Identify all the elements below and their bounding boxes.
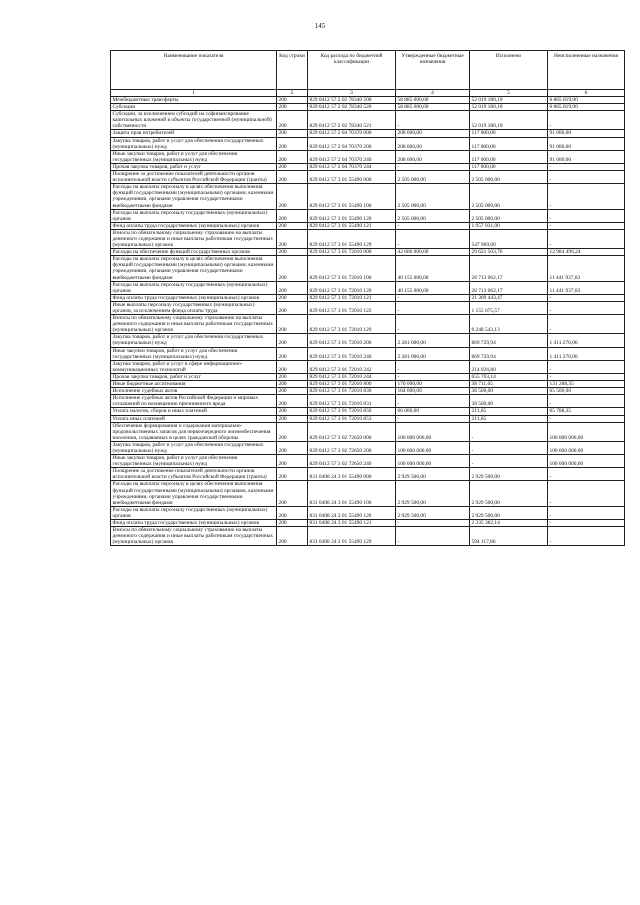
cell-executed: 869 729,94 [470,334,548,347]
cell-budget-code: 829 0412 57 3 01 72010 240 [308,347,396,360]
cell-line-code: 200 [277,301,308,314]
cell-unexecuted: 6 865 819,90 [548,97,625,104]
cell-name: Взносы по обязательному социальному страхованию на выплаты денежного содержания и иные выплаты работникам государственных (муниципальных) органов [111,315,277,334]
table-row [111,388,625,395]
cell-executed: 52 019 180,10 [470,111,548,130]
column-number: 6 [548,90,625,97]
cell-unexecuted: 6 865 819,90 [548,104,625,111]
cell-unexecuted: - [548,111,625,130]
cell-approved: 100 000 000,00 [396,422,470,441]
cell-budget-code: 831 0408 24 3 01 55490 120 [308,506,396,519]
table-row [111,137,625,150]
cell-executed: 28 713 062,17 [470,256,548,281]
table-row [111,256,625,281]
cell-executed: - [470,422,548,441]
cell-approved: 40 155 000,00 [396,281,470,294]
table-row [111,395,625,408]
cell-name: Межбюджетные трансферты [111,97,277,104]
cell-budget-code: 829 0412 57 3 01 55490 121 [308,222,396,229]
cell-unexecuted: - [548,171,625,184]
cell-executed: 594 117,86 [470,527,548,546]
cell-budget-code: 829 0412 57 3 01 72010 853 [308,415,396,422]
cell-executed: 2 929 500,00 [470,506,548,519]
table-row [111,111,625,130]
cell-budget-code: 829 0412 57 2 04 70370 000 [308,130,396,137]
cell-line-code: 200 [277,381,308,388]
cell-budget-code: 829 0412 57 2 02 78340 520 [308,104,396,111]
cell-unexecuted: - [548,209,625,222]
cell-unexecuted: 11 441 937,83 [548,256,625,281]
cell-unexecuted: - [548,222,625,229]
cell-name: Взносы по обязательному социальному страхованию на выплаты денежного содержания и иные выплаты работникам государственных (муниципальных) органов [111,527,277,546]
cell-budget-code: 829 0412 57 3 01 72010 850 [308,408,396,415]
cell-line-code: 200 [277,130,308,137]
cell-executed: - [470,455,548,468]
cell-budget-code: 829 0412 57 2 02 78340 500 [308,97,396,104]
cell-executed: 2 505 000,00 [470,209,548,222]
cell-name: Защита прав потребителей [111,130,277,137]
cell-unexecuted: - [548,481,625,506]
cell-line-code: 200 [277,209,308,222]
header-unexecuted: Неисполненные назначения [548,51,625,90]
cell-executed: 117 000,00 [470,163,548,170]
cell-line-code: 200 [277,373,308,380]
table-row [111,130,625,137]
column-number: 5 [470,90,548,97]
cell-approved: 2 505 000,00 [396,184,470,209]
cell-executed: 211,65 [470,415,548,422]
cell-name: Взносы по обязательному социальному страхованию на выплаты денежного содержания и иные выплаты работникам государственных (муниципальных) органов [111,229,277,248]
cell-unexecuted: - [548,373,625,380]
cell-name: Прочая закупка товаров, работ и услуг [111,163,277,170]
table-row [111,249,625,256]
cell-line-code: 200 [277,422,308,441]
cell-unexecuted: - [548,506,625,519]
cell-approved: 2 929 500,00 [396,481,470,506]
cell-name: Иные закупки товаров, работ и услуг для обеспечения государственных (муниципальных) нужд [111,347,277,360]
cell-approved: - [396,415,470,422]
cell-line-code: 200 [277,395,308,408]
cell-executed: 117 000,00 [470,130,548,137]
cell-unexecuted: 11 441 937,83 [548,281,625,294]
cell-name: Иные выплаты персоналу государственных (муниципальных) органов, за исключением фонда оплаты труда [111,301,277,314]
cell-unexecuted: 91 000,00 [548,130,625,137]
cell-budget-code: 829 0412 57 3 01 55490 129 [308,229,396,248]
cell-approved: 100 000 000,00 [396,441,470,454]
cell-executed: 117 000,00 [470,150,548,163]
table-row [111,506,625,519]
header-line-code: Код строки [277,51,308,90]
cell-line-code: 200 [277,415,308,422]
cell-unexecuted: - [548,360,625,373]
cell-unexecuted: 65 788,35 [548,408,625,415]
table-row [111,422,625,441]
cell-budget-code: 829 0412 57 3 01 72010 100 [308,256,396,281]
cell-executed: 29 621 503,76 [470,249,548,256]
cell-unexecuted: 91 000,00 [548,150,625,163]
cell-line-code: 200 [277,111,308,130]
cell-executed: 1 155 075,57 [470,301,548,314]
cell-name: Исполнение судебных актов Российской Федерации и мировых соглашений по возмещению причиненного вреда [111,395,277,408]
cell-executed: 2 929 500,00 [470,468,548,481]
cell-line-code: 200 [277,163,308,170]
cell-budget-code: 829 0412 57 2 04 70370 200 [308,137,396,150]
cell-executed: 547 969,00 [470,229,548,248]
table-row [111,381,625,388]
cell-budget-code: 829 0412 57 3 01 72010 800 [308,381,396,388]
header-executed: Исполнено [470,51,548,90]
cell-executed: 211,65 [470,408,548,415]
column-number: 1 [111,90,277,97]
table-row [111,334,625,347]
table-row [111,468,625,481]
cell-executed: 38 500,00 [470,395,548,408]
cell-budget-code: 829 0412 57 3 01 72010 831 [308,395,396,408]
cell-executed: 869 729,94 [470,347,548,360]
cell-executed: 2 335 382,14 [470,520,548,527]
cell-budget-code: 829 0412 57 3 01 72010 120 [308,281,396,294]
cell-approved: - [396,395,470,408]
column-number: 3 [308,90,396,97]
cell-budget-code: 829 0412 57 3 02 72650 000 [308,422,396,441]
cell-unexecuted: 1 411 270,06 [548,347,625,360]
cell-unexecuted: 100 000 000,00 [548,455,625,468]
cell-name: Прочая закупка товаров, работ и услуг [111,373,277,380]
cell-approved: 58 885 000,00 [396,104,470,111]
cell-budget-code: 829 0412 57 3 01 72010 200 [308,334,396,347]
cell-approved: 2 929 500,00 [396,506,470,519]
cell-unexecuted: - [548,229,625,248]
cell-approved: 2 505 000,00 [396,209,470,222]
cell-line-code: 200 [277,256,308,281]
cell-unexecuted: 65 500,00 [548,388,625,395]
cell-name: Иные бюджетные ассигнования [111,381,277,388]
cell-line-code: 200 [277,104,308,111]
cell-approved: 40 155 000,00 [396,256,470,281]
cell-approved: 42 606 000,00 [396,249,470,256]
cell-budget-code: 829 0412 57 2 04 70370 244 [308,163,396,170]
cell-name: Исполнение судебных актов [111,388,277,395]
cell-name: Закупка товаров, работ и услуг в сфере информационно-коммуникационных технологий [111,360,277,373]
cell-approved: 2 505 000,00 [396,171,470,184]
cell-line-code: 200 [277,315,308,334]
cell-executed: 38 500,00 [470,388,548,395]
cell-line-code: 200 [277,137,308,150]
cell-line-code: 200 [277,468,308,481]
cell-approved: - [396,520,470,527]
table-row [111,171,625,184]
cell-unexecuted: - [548,395,625,408]
cell-budget-code: 829 0412 57 3 01 55490 000 [308,171,396,184]
table-row [111,97,625,104]
cell-approved: 208 000,00 [396,130,470,137]
cell-budget-code: 831 0408 24 3 01 55490 000 [308,468,396,481]
cell-name: Фонд оплаты труда государственных (муниципальных) органов [111,294,277,301]
cell-approved: - [396,163,470,170]
cell-line-code: 200 [277,506,308,519]
table-row [111,415,625,422]
table-row [111,441,625,454]
cell-name: Фонд оплаты труда государственных (муниципальных) органов [111,222,277,229]
cell-line-code: 200 [277,171,308,184]
cell-executed: 2 929 500,00 [470,481,548,506]
table-row [111,209,625,222]
cell-unexecuted: - [548,520,625,527]
cell-approved: 100 000 000,00 [396,455,470,468]
cell-unexecuted: 91 000,00 [548,137,625,150]
cell-budget-code: 829 0412 57 3 01 72010 244 [308,373,396,380]
cell-line-code: 200 [277,97,308,104]
cell-name: Закупка товаров, работ и услуг для обеспечения государственных (муниципальных) нужд [111,137,277,150]
cell-line-code: 200 [277,455,308,468]
table-row [111,163,625,170]
cell-budget-code: 829 0412 57 3 01 72010 122 [308,301,396,314]
table-row [111,373,625,380]
cell-name: Фонд оплаты труда государственных (муниципальных) органов [111,520,277,527]
cell-unexecuted: 131 288,35 [548,381,625,388]
cell-unexecuted: 100 000 000,00 [548,441,625,454]
cell-budget-code: 831 0408 24 3 01 55490 100 [308,481,396,506]
column-number: 4 [396,90,470,97]
cell-budget-code: 829 0412 57 2 04 70370 240 [308,150,396,163]
cell-approved: - [396,373,470,380]
page-number: 145 [314,22,326,30]
cell-line-code: 200 [277,481,308,506]
cell-executed: 117 000,00 [470,137,548,150]
cell-name: Субсидии, за исключением субсидий на софинансирование капитальных вложений в объекты государственной (муниципальной) собственности [111,111,277,130]
cell-executed: 52 019 180,10 [470,97,548,104]
cell-line-code: 200 [277,388,308,395]
cell-unexecuted: - [548,184,625,209]
cell-line-code: 200 [277,281,308,294]
cell-approved: - [396,222,470,229]
cell-executed: 655 703,14 [470,373,548,380]
cell-budget-code: 831 0408 24 3 01 55490 129 [308,527,396,546]
cell-unexecuted: - [548,527,625,546]
cell-name: Расходы на выплаты персоналу в целях обеспечения выполнения функций государственными (муниципальными) органами, казенными учреждениями, органами управления государственными внебюджетными фондами [111,481,277,506]
cell-line-code: 200 [277,347,308,360]
cell-budget-code: 829 0412 57 3 01 72010 121 [308,294,396,301]
budget-execution-table [110,50,625,546]
cell-unexecuted: 1 411 270,06 [548,334,625,347]
table-row [111,281,625,294]
cell-executed: 21 309 443,47 [470,294,548,301]
cell-approved: 104 000,00 [396,388,470,395]
cell-executed: 214 026,80 [470,360,548,373]
cell-name: Поощрение за достижение показателей деятельности органов исполнительной власти субъектов Российской Федерации (гранты) [111,171,277,184]
table-row [111,520,625,527]
cell-line-code: 200 [277,222,308,229]
cell-name: Закупка товаров, работ и услуг для обеспечения государственных (муниципальных) нужд [111,334,277,347]
cell-name: Расходы на выплаты персоналу в целях обеспечения выполнения функций государственными (муниципальными) органами, казенными учреждениями, органами управления государственными внебюджетными фондами [111,184,277,209]
table-row [111,294,625,301]
cell-name: Расходы на выплаты персоналу государственных (муниципальных) органов [111,281,277,294]
cell-budget-code: 829 0412 57 3 02 72650 200 [308,441,396,454]
cell-unexecuted: 12 984 496,24 [548,249,625,256]
table-row [111,360,625,373]
cell-approved: - [396,111,470,130]
cell-unexecuted: - [548,415,625,422]
cell-approved: 208 000,00 [396,137,470,150]
cell-line-code: 200 [277,334,308,347]
cell-line-code: 200 [277,229,308,248]
table-row [111,527,625,546]
cell-name: Расходы на выплаты персоналу в целях обеспечения выполнения функций государственными (муниципальными) органами, казенными учреждениями, органами управления государственными внебюджетными фондами [111,256,277,281]
table-row [111,104,625,111]
cell-executed: 2 505 000,00 [470,171,548,184]
cell-unexecuted: - [548,301,625,314]
cell-name: Обеспечение формирования и содержания материально-продовольственных запасов для первоочередного жизнеобеспечения населения, создаваемых в целях гражданской обороны [111,422,277,441]
cell-line-code: 200 [277,441,308,454]
table-row [111,347,625,360]
column-number-row [111,90,625,97]
column-number: 2 [277,90,308,97]
cell-unexecuted: - [548,294,625,301]
cell-approved: - [396,315,470,334]
cell-unexecuted: - [548,468,625,481]
cell-line-code: 200 [277,184,308,209]
cell-name: Закупка товаров, работ и услуг для обеспечения государственных (муниципальных) нужд [111,441,277,454]
cell-executed: 1 957 031,00 [470,222,548,229]
cell-name: Поощрение за достижение показателей деятельности органов исполнительной власти субъектов Российской Федерации (гранты) [111,468,277,481]
cell-approved: 170 000,00 [396,381,470,388]
cell-name: Субсидии [111,104,277,111]
cell-budget-code: 829 0412 57 3 01 72010 129 [308,315,396,334]
cell-name: Иные закупки товаров, работ и услуг для обеспечения государственных (муниципальных) нужд [111,150,277,163]
header-budget-code: Код расхода по бюджетной классификации [308,51,396,90]
table-row [111,315,625,334]
table-row [111,229,625,248]
table-row [111,481,625,506]
cell-budget-code: 829 0412 57 3 01 72010 242 [308,360,396,373]
cell-budget-code: 829 0412 57 2 02 78340 521 [308,111,396,130]
cell-unexecuted: - [548,315,625,334]
cell-name: Расходы на обеспечение функций государственных органов [111,249,277,256]
cell-approved: - [396,527,470,546]
cell-executed: 6 248 543,13 [470,315,548,334]
cell-unexecuted: 100 000 000,00 [548,422,625,441]
cell-line-code: 200 [277,360,308,373]
cell-executed: 38 711,65 [470,381,548,388]
cell-approved: 2 929 500,00 [396,468,470,481]
table-row [111,301,625,314]
cell-approved: - [396,301,470,314]
cell-name: Уплата иных платежей [111,415,277,422]
cell-executed: - [470,441,548,454]
cell-line-code: 200 [277,294,308,301]
cell-approved: 2 281 000,00 [396,347,470,360]
cell-budget-code: 829 0412 57 3 01 55490 120 [308,209,396,222]
cell-name: Расходы на выплаты персоналу государственных (муниципальных) органов [111,506,277,519]
cell-line-code: 200 [277,249,308,256]
cell-budget-code: 829 0412 57 3 01 72010 000 [308,249,396,256]
cell-budget-code: 831 0408 24 3 01 55490 121 [308,520,396,527]
cell-approved: - [396,360,470,373]
cell-line-code: 200 [277,150,308,163]
cell-line-code: 200 [277,408,308,415]
table-row [111,184,625,209]
cell-line-code: 200 [277,520,308,527]
table-row [111,455,625,468]
cell-name: Уплата налогов, сборов и иных платежей [111,408,277,415]
cell-executed: 2 505 000,00 [470,184,548,209]
cell-name: Иные закупки товаров, работ и услуг для обеспечения государственных (муниципальных) нужд [111,455,277,468]
table-body [111,97,625,546]
cell-executed: 28 713 062,17 [470,281,548,294]
cell-budget-code: 829 0412 57 3 01 55490 100 [308,184,396,209]
cell-approved: 208 000,00 [396,150,470,163]
cell-approved: - [396,294,470,301]
table-row [111,408,625,415]
cell-approved: - [396,229,470,248]
cell-unexecuted: - [548,163,625,170]
cell-budget-code: 829 0412 57 3 01 72010 830 [308,388,396,395]
cell-approved: 66 000,00 [396,408,470,415]
cell-budget-code: 829 0412 57 3 02 72650 240 [308,455,396,468]
header-name: Наименование показателя [111,51,277,90]
header-approved: Утвержденные бюджетные назначения [396,51,470,90]
table-row [111,222,625,229]
cell-approved: 58 885 000,00 [396,97,470,104]
cell-approved: 2 281 000,00 [396,334,470,347]
table-header-row [111,51,625,90]
cell-line-code: 200 [277,527,308,546]
table-row [111,150,625,163]
cell-name: Расходы на выплаты персоналу государственных (муниципальных) органов [111,209,277,222]
cell-executed: 52 019 180,10 [470,104,548,111]
